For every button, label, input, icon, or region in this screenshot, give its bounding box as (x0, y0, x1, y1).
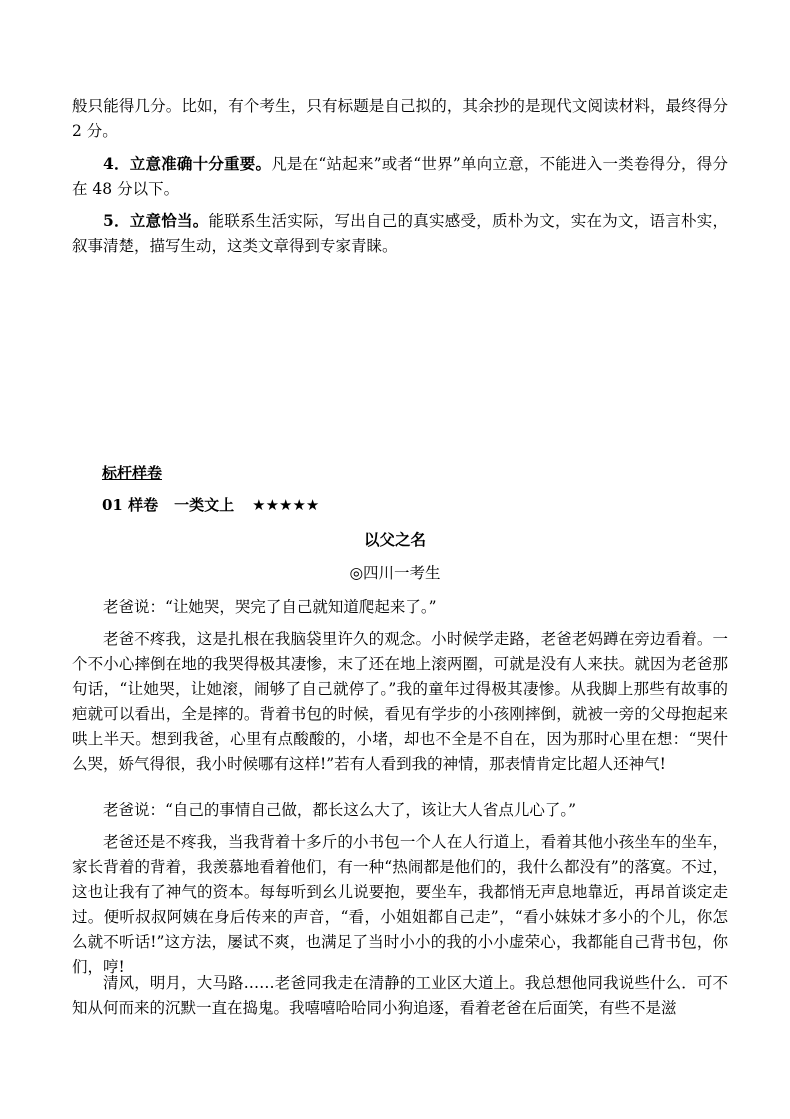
point-4-text: 凡是在“站起来”或者“世界”单向立意，不能进入一类卷得分，得分在 48 分以下。 (72, 155, 728, 198)
essay-title: 以父之名 (363, 530, 426, 549)
sample-grade: 一类文上 (174, 496, 235, 514)
point-4-paragraph (72, 151, 728, 202)
essay-paragraph: 老爸不疼我，这是扎根在我脑袋里许久的观念。小时候学走路，老爸老妈蹲在旁边看着。一个不小心摔倒在地的我哭得极其凄惨，末了还在地上滚两圈，可就是没有人来扶。就因为老爸那句话，“让她哭，让她滚，闹够了自己就停了。”我的童年过得极其凄惨。从我脚上那些有故事的疤就可以看出，全是摔的。背着书包的时候，看见有学步的小孩刚摔倒，就被一旁的父母抱起来哄上半天。想到我爸，心里有点酸酸的，小堵，却也不全是不自在，因为那时心里在想：“哭什么哭，娇气得很，我小时候哪有这样!”若有人看到我的神情，那表情肯定比超人还神气! (72, 630, 728, 773)
sample-line (102, 494, 319, 516)
essay-paragraph: 老爸还是不疼我，当我背着十多斤的小书包一个人在人行道上，看着其他小孩坐车的坐车，家长背着的背着，我羡慕地看着他们，有一种“热闹都是他们的，我什么都没有”的落寞。不过，这也让我有了神气的资本。每每听到幺儿说要抱，要坐车，我都悄无声息地靠近，再昂首谈定走过。便听叔叔阿姨在身后传来的声音，“看，小姐姐都自己走”，“看小妹妹才多小的个儿，你怎么就不听话!”这方法，屡试不爽，也满足了当时小小的我的小小虚荣心，我都能自己背书包，你们，哼! (72, 833, 728, 976)
sample-id: 01 样卷 (102, 496, 159, 514)
essay-paragraph: 老爸说：“自己的事情自己做，都长这么大了，该让大人省点儿心了。” (103, 801, 577, 819)
point-5-label: 5．立意恰当。 (103, 211, 209, 230)
rating-stars: ★★★★★ (252, 496, 320, 514)
point-5-text: 能联系生活实际，写出自己的真实感受，质朴为文，实在为文，语言朴实，叙事清楚，描写生动，这类文章得到专家青睐。 (72, 212, 728, 255)
point-4-label: 4．立意准确十分重要。 (103, 154, 272, 173)
section-heading: 标杆样卷 (102, 464, 163, 482)
intro-paragraph: 般只能得几分。比如，有个考生，只有标题是自己拟的，其余抄的是现代文阅读材料，最终得分 2 分。 (72, 97, 728, 140)
essay-paragraph: 老爸说：“让她哭，哭完了自己就知道爬起来了。” (103, 598, 437, 616)
point-5-paragraph (72, 208, 728, 259)
essay-author: ◎四川一考生 (349, 564, 441, 582)
essay-paragraph: 清风，明月，大马路……老爸同我走在清静的工业区大道上。我总想他同我说些什么．可不知从何而来的沉默一直在捣鬼。我嘻嘻哈哈同小狗追逐，看着老爸在后面笑，有些不是滋 (72, 974, 728, 1017)
